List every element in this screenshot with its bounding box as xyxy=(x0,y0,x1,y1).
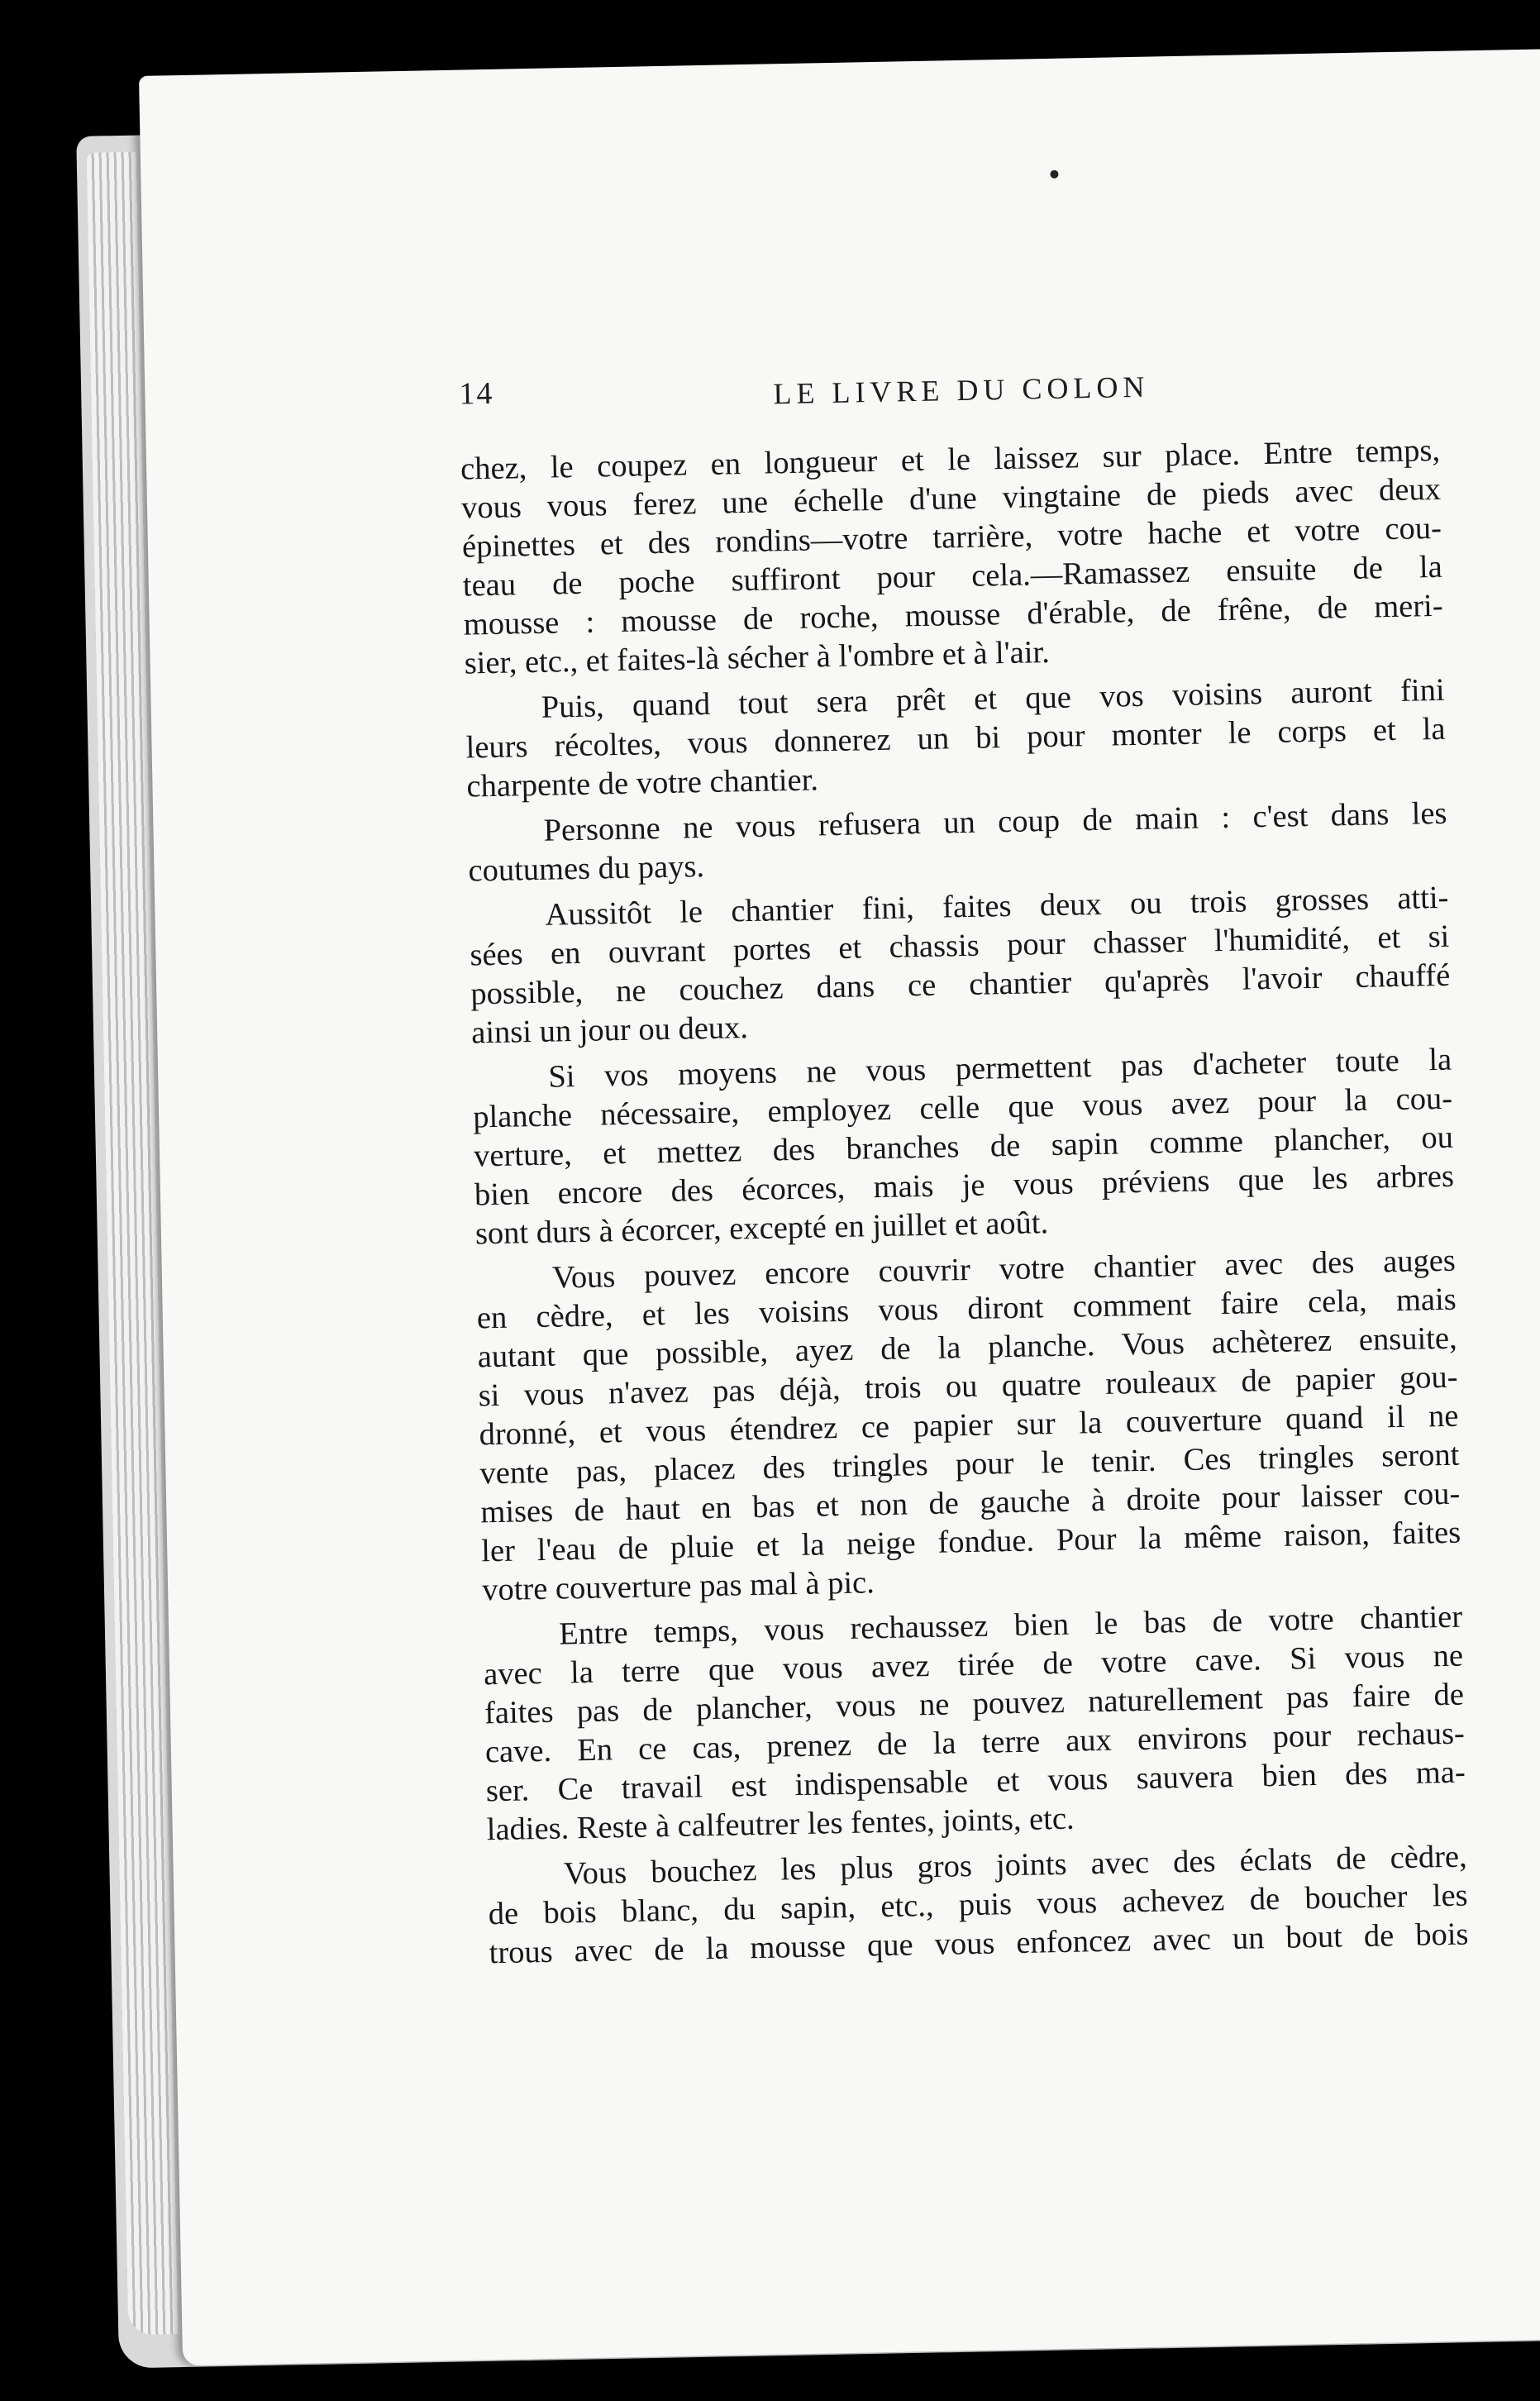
text-line: vente pas, placez des tringles pour le tenir. Ces tringles seront xyxy=(479,1437,1460,1492)
text-line: dronné, et vous étendrez ce papier sur la couverture quand il ne xyxy=(479,1398,1459,1453)
text-line: mises de haut en bas et non de gauche à droite pour laisser cou- xyxy=(480,1476,1461,1530)
paragraph xyxy=(472,1041,1455,1254)
text-line: Aussitôt le chantier fini, faites deux ou trois grosses atti- xyxy=(545,880,1449,933)
text-line: ainsi un jour ou deux. xyxy=(470,1010,749,1051)
text-line: Vous bouchez les plus gros joints avec des éclats de cèdre, xyxy=(563,1839,1468,1892)
text-line: avec la terre que vous avez tirée de votre cave. Si vous ne xyxy=(483,1638,1464,1692)
text-line: en cèdre, et les voisins vous diront comment faire cela, mais xyxy=(476,1282,1457,1336)
text-line: coutumes du pays. xyxy=(468,849,705,889)
paragraph xyxy=(483,1598,1466,1850)
text-line: trous avec de la mousse que vous enfoncez avec un bout de bois xyxy=(489,1917,1469,1971)
text-line: Personne ne vous refusera un coup de main : c'est dans les xyxy=(543,795,1447,848)
text-line: Puis, quand tout sera prêt et que vos voisins auront fini xyxy=(541,672,1445,725)
paragraph xyxy=(460,432,1444,684)
text-line: Vous pouvez encore couvrir votre chantier avec des auges xyxy=(551,1243,1457,1296)
text-line: ser. Ce travail est indispensable et vous sauvera bien des ma- xyxy=(485,1754,1466,1809)
text-line: sont durs à écorcer, excepté en juillet et août. xyxy=(474,1205,1049,1252)
running-title: LE LIVRE DU COLON xyxy=(773,370,1150,411)
text-line: charpente de votre chantier. xyxy=(466,762,819,804)
text-line: ler l'eau de pluie et la neige fondue. Pour la même raison, faites xyxy=(480,1515,1461,1569)
text-line: faites pas de plancher, vous ne pouvez naturellement pas faire de xyxy=(484,1677,1465,1731)
text-line: cave. En ce cas, prenez de la terre aux environs pour rechaus- xyxy=(484,1716,1466,1770)
text-line: mousse : mousse de roche, mousse d'érable, de frêne, de meri- xyxy=(463,588,1443,642)
text-line: possible, ne couchez dans ce chantier qu'après l'avoir chauffé xyxy=(470,957,1451,1012)
text-line: sier, etc., et faites-là sécher à l'ombre et à l'air. xyxy=(464,634,1051,681)
text-line: ladies. Reste à calfeutrer les fentes, joints, etc. xyxy=(486,1801,1075,1848)
text-line: sées en ouvrant portes et chassis pour chasser l'humidité, et si xyxy=(470,919,1450,973)
text-line: bien encore des écorces, mais je vous préviens que les arbres xyxy=(474,1158,1455,1213)
text-line: leurs récoltes, vous donnerez un bi pour monter le corps et la xyxy=(465,711,1446,766)
page-number: 14 xyxy=(459,375,494,412)
text-line: teau de poche suffiront pour cela.—Ramassez ensuite de la xyxy=(462,549,1443,604)
text-line: chez, le coupez en longueur et le laissez sur place. Entre temps, xyxy=(460,432,1441,487)
text-line: de bois blanc, du sapin, etc., puis vous achevez de boucher les xyxy=(488,1878,1468,1932)
text-line: planche nécessaire, employez celle que vous avez pour la cou- xyxy=(472,1081,1453,1135)
paragraph xyxy=(476,1242,1462,1611)
page-header xyxy=(459,355,1540,426)
paragraph xyxy=(465,671,1446,807)
text-line: si vous n'avez pas déjà, trois ou quatre rouleaux de papier gou- xyxy=(478,1359,1458,1414)
paragraph xyxy=(469,879,1451,1053)
text-line: autant que possible, ayez de la planche. Vous achèterez ensuite, xyxy=(477,1320,1458,1375)
text-line: verture, et mettez des branches de sapin comme plancher, ou xyxy=(473,1119,1454,1174)
paragraph xyxy=(487,1838,1468,1974)
text-line: Si vos moyens ne vous permettent pas d'acheter toute la xyxy=(547,1042,1452,1095)
text-line: épinettes et des rondins—votre tarrière, votre hache et votre cou- xyxy=(461,510,1442,565)
text-line: votre couverture pas mal à pic. xyxy=(481,1565,875,1608)
book-page xyxy=(139,49,1540,2365)
body-text xyxy=(460,432,1469,1973)
ink-dot-mark xyxy=(1050,170,1058,179)
text-line: vous vous ferez une échelle d'une vingtaine de pieds avec deux xyxy=(460,471,1442,526)
text-line: Entre temps, vous rechaussez bien le bas de votre chantier xyxy=(558,1599,1463,1652)
